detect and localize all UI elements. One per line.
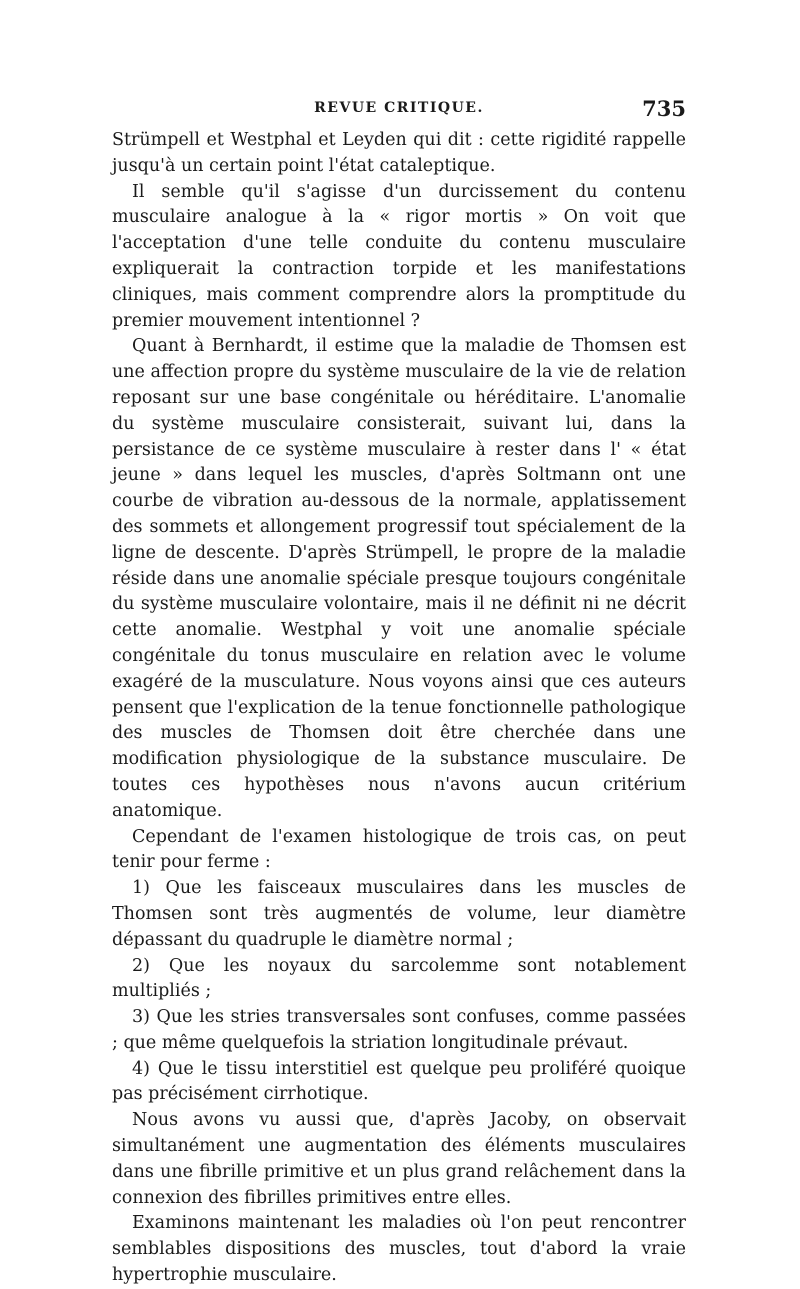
list-item-4: 4) Que le tissu interstitiel est quelque peu proliféré quoique pas précisément cirrhotique. [112,1058,686,1105]
page-number: 735 [642,96,686,121]
running-title: REVUE CRITIQUE. [314,100,484,116]
body-text [112,128,686,1289]
list-item-3: 3) Que les stries transversales sont confuses, comme passées ; que même quelquefois la striation longitudinale prévaut. [112,1007,686,1053]
paragraph-histology-intro: Cependant de l'examen histologique de trois cas, on peut tenir pour ferme : [112,826,686,873]
list-item-2: 2) Que les noyaux du sarcolemme sont notablement multipliés ; [112,955,686,1002]
paragraph-rigor-mortis: Il semble qu'il s'agisse d'un durcissement du contenu musculaire analogue à la « rigor mortis » On voit que l'acceptation d'une telle conduite du contenu musculaire expliquerait la contraction torpide et les manifestations cliniques, mais comment comprendre alors la promptitude du premier mouvement intentionnel ? [112,181,686,331]
paragraph-continuation: Strümpell et Westphal et Leyden qui dit : cette rigidité rappelle jusqu'à un certain point l'état cataleptique. [112,130,686,176]
list-item-1: 1) Que les faisceaux musculaires dans les muscles de Thomsen sont très augmentés de volume, leur diamètre dépassant du quadruple le diamètre normal ; [112,878,686,950]
paragraph-jacoby: Nous avons vu aussi que, d'après Jacoby, on observait simultanément une augmentation des éléments musculaires dans une fibrille primitive et un plus grand relâchement dans la connexion des fibrilles primitives entre elles. [112,1110,686,1208]
paragraph-bernhardt: Quant à Bernhardt, il estime que la maladie de Thomsen est une affection propre du système musculaire de la vie de relation reposant sur une base congénitale ou héréditaire. L'anomalie du système musculaire consisterait, suivant lui, dans la persistance de ce système musculaire à rester dans l' « état jeune » dans lequel les muscles, d'après Soltmann ont une courbe de vibration au-dessous de la normale, applatissement des sommets et allongement progressif tout spécialement de la ligne de descente. D'après Strümpell, le propre de la maladie réside dans une anomalie spéciale presque toujours congénitale du système musculaire volontaire, mais il ne définit ni ne décrit cette anomalie. Westphal y voit une anomalie spéciale congénitale du tonus musculaire en relation avec le volume exagéré de la musculature. Nous voyons ainsi que ces auteurs pensent que l'explication de la tenue fonctionnelle pathologique des muscles de Thomsen doit être cherchée dans une modification physiologique de la substance musculaire. De toutes ces hypothèses nous n'avons aucun critérium anatomique. [112,336,686,821]
running-head [112,96,686,124]
paragraph-conclusion: Examinons maintenant les maladies où l'on peut rencontrer semblables dispositions des muscles, tout d'abord la vraie hypertrophie musculaire. [112,1213,686,1286]
